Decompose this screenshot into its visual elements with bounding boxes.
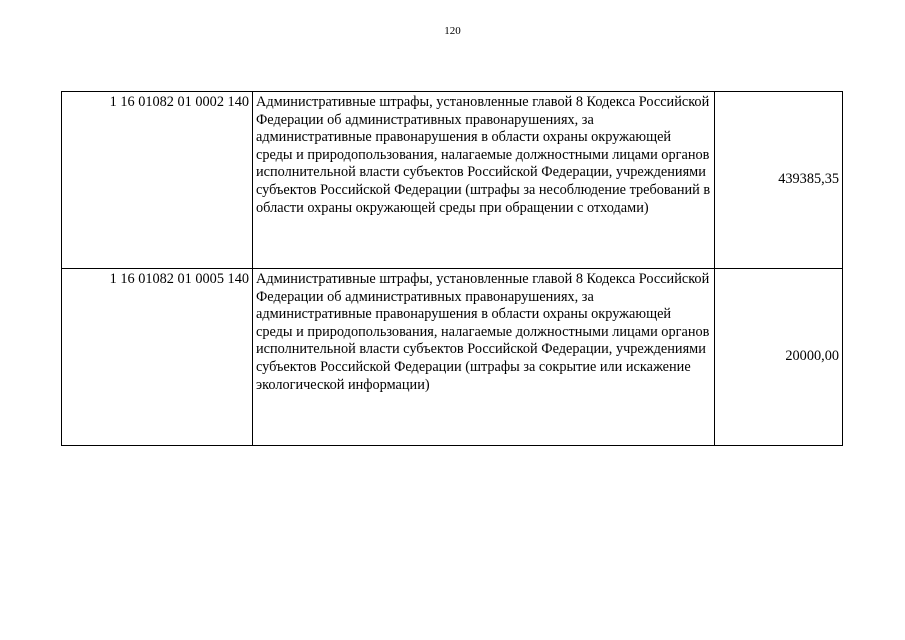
revenue-description: Административные штрафы, установленные главой 8 Кодекса Российской Федерации об административных правонарушениях, за административные правонарушения в области охраны окружающей среды и природопользования, налагаемые должностными лицами органов исполнительной власти субъектов Российской Федерации, учреждениями субъектов Российской Федерации (штрафы за несоблюдение требований в области охраны окружающей среды при обращении с отходами) bbox=[253, 92, 715, 269]
budget-classification-code: 1 16 01082 01 0002 140 bbox=[62, 92, 253, 269]
table-row bbox=[62, 92, 843, 269]
budget-classification-code: 1 16 01082 01 0005 140 bbox=[62, 269, 253, 446]
revenue-description: Административные штрафы, установленные главой 8 Кодекса Российской Федерации об административных правонарушениях, за административные правонарушения в области охраны окружающей среды и природопользования, налагаемые должностными лицами органов исполнительной власти субъектов Российской Федерации, учреждениями субъектов Российской Федерации (штрафы за сокрытие или искажение экологической информации) bbox=[253, 269, 715, 446]
amount-cell bbox=[715, 269, 843, 446]
amount-value: 439385,35 bbox=[778, 170, 839, 187]
page-number: 120 bbox=[444, 25, 461, 37]
revenue-table bbox=[61, 91, 843, 446]
table-row bbox=[62, 269, 843, 446]
amount-value: 20000,00 bbox=[785, 347, 839, 364]
amount-cell bbox=[715, 92, 843, 269]
